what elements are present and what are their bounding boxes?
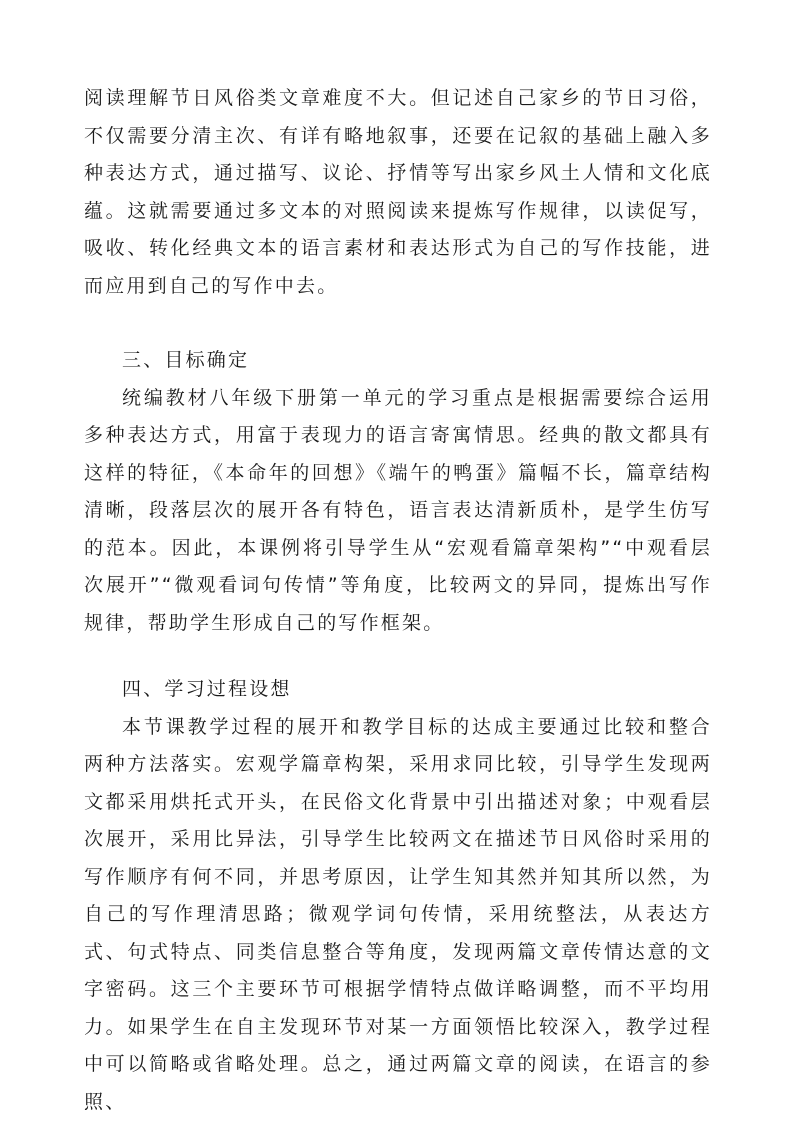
section-spacer [84,642,712,671]
intro-paragraph: 阅读理解节日风俗类文章难度不大。但记述自己家乡的节日习俗，不仅需要分清主次、有详有略地叙事，还要在记叙的基础上融入多种表达方式，通过描写、议论、抒情等写出家乡风土人情和文化底蕴。这就需要通过多文本的对照阅读来提炼写作规律，以读促写，吸收、转化经典文本的语言素材和表达形式为自己的写作技能，进而应用到自己的写作中去。 [84,87,712,297]
goals-paragraph: 统编教材八年级下册第一单元的学习重点是根据需要综合运用多种表达方式，用富于表现力的语言寄寓情思。经典的散文都具有这样的特征，《本命年的回想》《端午的鸭蛋》篇幅不长，篇章结构清晰，段落层次的展开各有特色，语言表达清新质朴，是学生仿写的范本。因此，本课例将引导学生从“宏观看篇章架构”“中观看层次展开”“微观看词句传情”等角度，比较两文的异同，提炼出写作规律，帮助学生形成自己的写作框架。 [84,386,712,634]
section-heading-goals: 三、目标确定 [122,349,250,371]
process-paragraph: 本节课教学过程的展开和教学目标的达成主要通过比较和整合两种方法落实。宏观学篇章构架，采用求同比较，引导学生发现两文都采用烘托式开头，在民俗文化背景中引出描述对象；中观看层次展开，采用比异法，引导学生比较两文在描述节日风俗时采用的写作顺序有何不同，并思考原因，让学生知其然并知其所以然，为自己的写作理清思路；微观学词句传情，采用统整法，从表达方式、句式特点、同类信息整合等角度，发现两篇文章传情达意的文字密码。这三个主要环节可根据学情特点做详略调整，而不平均用力。如果学生在自主发现环节对某一方面领悟比较深入，教学过程中可以简略或省略处理。总之，通过两篇文章的阅读，在语言的参照、 [84,715,712,1113]
section-heading-process: 四、学习过程设想 [122,678,292,700]
section-spacer [84,305,712,342]
document-body [84,80,712,1121]
